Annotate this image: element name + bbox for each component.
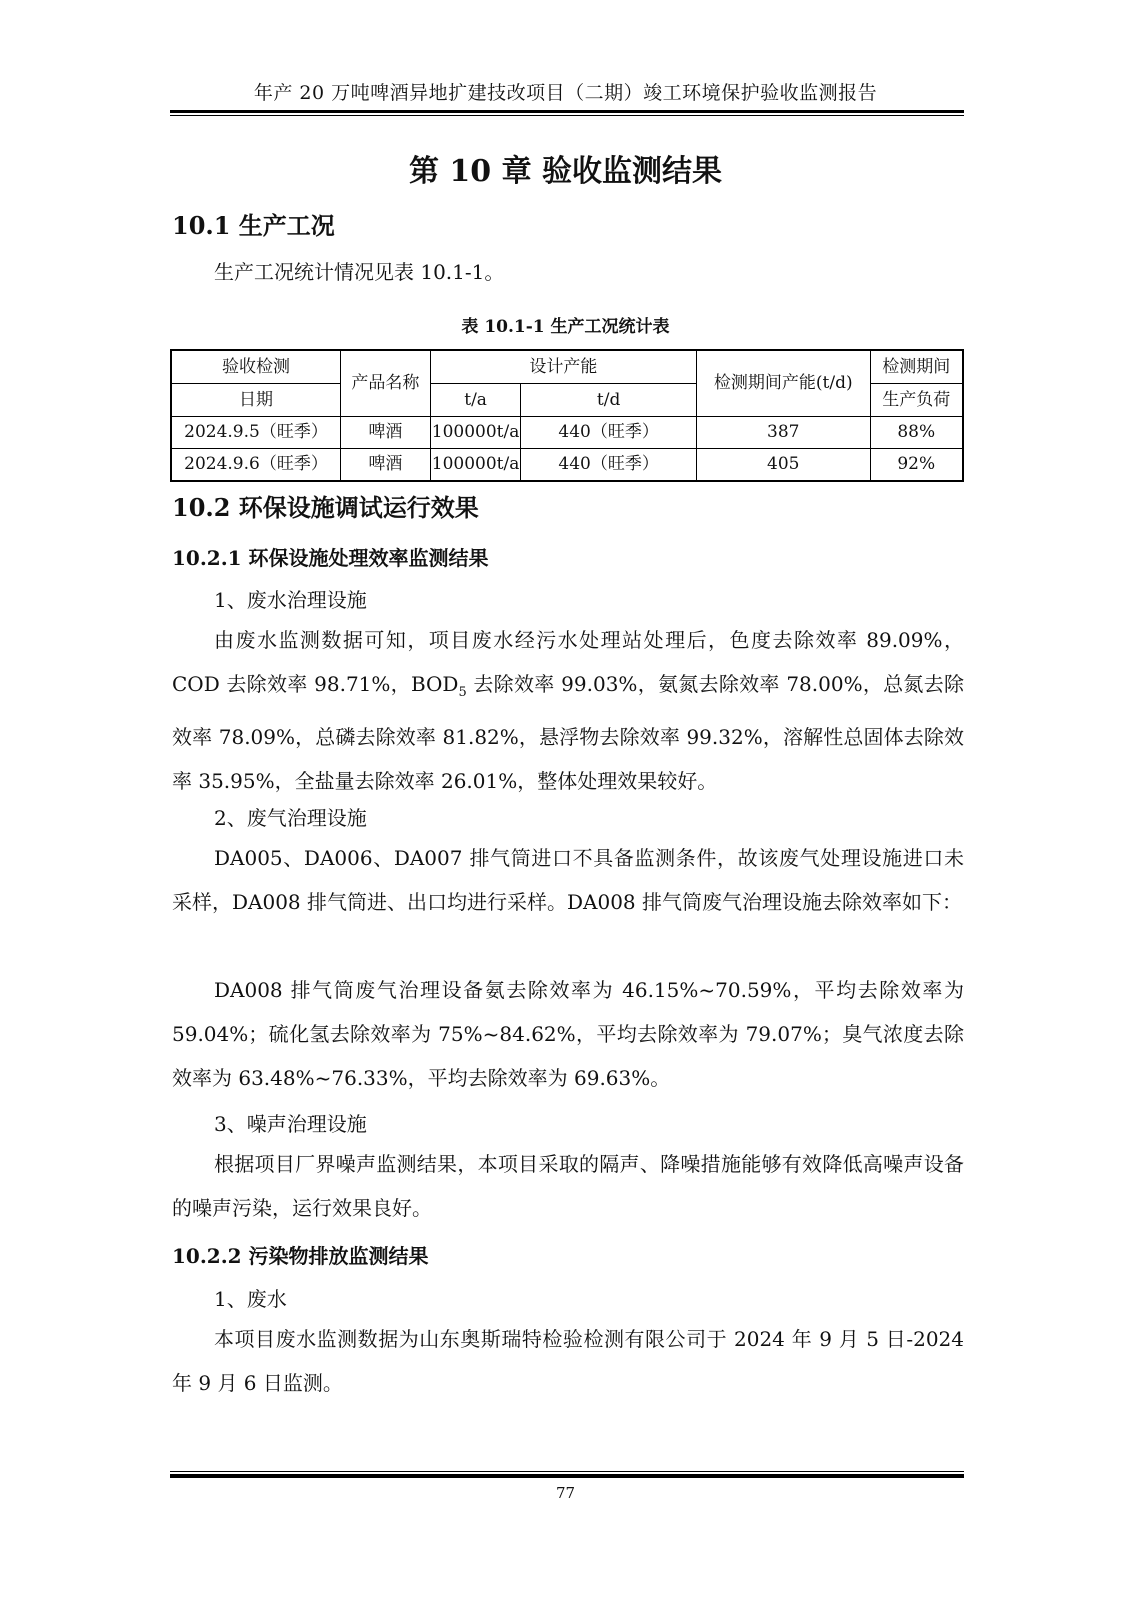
footer-rule-thin [170, 1471, 964, 1472]
table-row [171, 417, 963, 449]
wastewater-monitoring-paragraph: 本项目废水监测数据为山东奥斯瑞特检验检测有限公司于 2024 年 9 月 5 日-2024 年 9 月 6 日监测。 [172, 1327, 964, 1395]
production-table [170, 349, 964, 482]
header-actual-capacity: 检测期间产能(t/d) [696, 350, 870, 417]
chapter-title: 第 10 章 验收监测结果 [408, 154, 723, 189]
list-item-wastewater-facility: 1、废水治理设施 [214, 588, 367, 612]
header-title: 年产 20 万吨啤酒异地扩建技改项目（二期）竣工环境保护验收监测报告 [253, 82, 878, 104]
header-design-td: t/d [521, 384, 697, 417]
list-item-noise-facility: 3、噪声治理设施 [214, 1112, 367, 1136]
page-number: 77 [555, 1484, 576, 1502]
cell-actual: 387 [696, 417, 870, 449]
list-item-wastewater: 1、废水 [214, 1287, 287, 1311]
para-text: 由废水监测数据可知，项目废水经污水处理站处理后，色度去除效率 89.09%，COD 去除效率 98.71%，BOD [172, 628, 964, 696]
da008-efficiency-paragraph: DA008 排气筒废气治理设备氨去除效率为 46.15%~70.59%，平均去除效率为 59.04%；硫化氢去除效率为 75%~84.62%，平均去除效率为 79.07%；臭气浓度去除效率为 63.48%~76.33%，平均去除效率为 69.63%。 [172, 978, 964, 1090]
cell-actual: 405 [696, 449, 870, 482]
cell-load: 92% [870, 449, 963, 482]
header-design-ta: t/a [430, 384, 520, 417]
wastewater-efficiency-paragraph [172, 618, 964, 803]
header-load-top: 检测期间 [870, 350, 963, 384]
footer-rule-thick [170, 1474, 964, 1478]
header-rule-thick [170, 110, 964, 113]
production-intro: 生产工况统计情况见表 10.1-1。 [214, 260, 505, 284]
cell-product: 啤酒 [341, 417, 431, 449]
cell-design-ta: 100000t/a [430, 417, 520, 449]
noise-paragraph: 根据项目厂界噪声监测结果，本项目采取的隔声、降噪措施能够有效降低高噪声设备的噪声污染，运行效果良好。 [172, 1152, 964, 1220]
cell-design-ta: 100000t/a [430, 449, 520, 482]
bod-subscript: 5 [458, 685, 467, 700]
header-load-bottom: 生产负荷 [870, 384, 963, 417]
para-text: 去除效率 99.03%，氨氮去除效率 78.00%，总氮去除效率 78.09%，总磷去除效率 81.82%，悬浮物去除效率 99.32%，溶解性总固体去除效率 35.95%，全盐量去除效率 26.01%，整体处理效果较好。 [172, 672, 964, 793]
section-heading-10-2: 10.2 环保设施调试运行效果 [172, 493, 479, 522]
cell-load: 88% [870, 417, 963, 449]
list-item-exhaust-facility: 2、废气治理设施 [214, 806, 367, 830]
header-date-top: 验收检测 [171, 350, 341, 384]
header-date-bottom: 日期 [171, 384, 341, 417]
header-rule-thin [170, 115, 964, 116]
cell-product: 啤酒 [341, 449, 431, 482]
section-heading-10-1: 10.1 生产工况 [172, 211, 335, 240]
cell-design-td: 440（旺季） [521, 417, 697, 449]
table-caption: 表 10.1-1 生产工况统计表 [461, 317, 670, 337]
exhaust-sampling-paragraph: DA005、DA006、DA007 排气筒进口不具备监测条件，故该废气处理设施进口未采样，DA008 排气筒进、出口均进行采样。DA008 排气筒废气治理设施去除效率如下： [172, 846, 964, 914]
cell-date: 2024.9.6（旺季） [171, 449, 341, 482]
header-product: 产品名称 [341, 350, 431, 417]
header-design-capacity: 设计产能 [430, 350, 696, 384]
table-row [171, 449, 963, 482]
table-header-row [171, 350, 963, 384]
cell-design-td: 440（旺季） [521, 449, 697, 482]
subsection-heading-10-2-2: 10.2.2 污染物排放监测结果 [172, 1244, 429, 1268]
subsection-heading-10-2-1: 10.2.1 环保设施处理效率监测结果 [172, 546, 489, 570]
cell-date: 2024.9.5（旺季） [171, 417, 341, 449]
